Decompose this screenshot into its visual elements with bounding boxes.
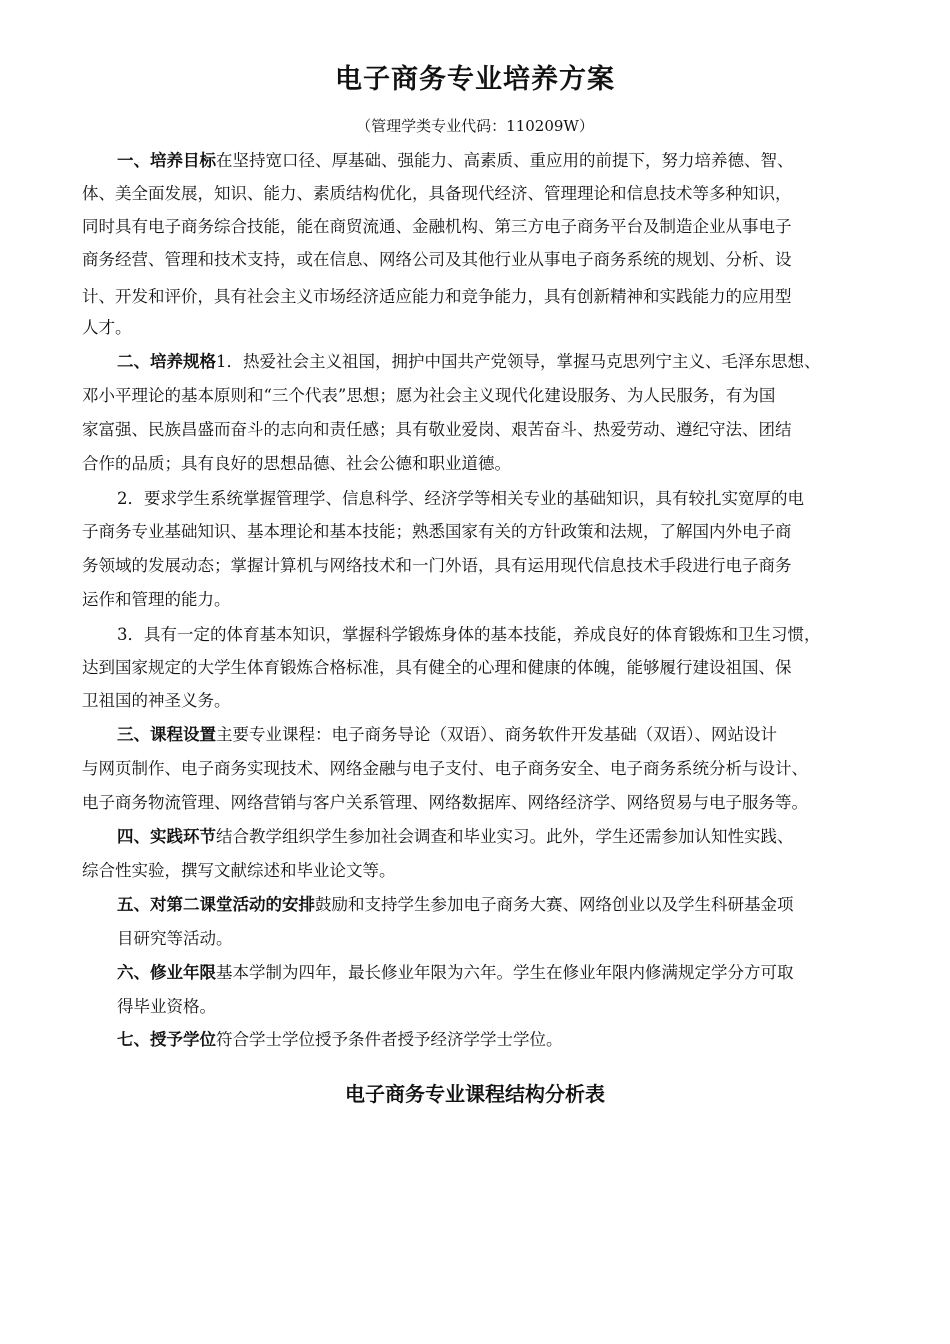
paragraph-line: 2．要求学生系统掌握管理学、信息科学、经济学等相关专业的基础知识，具有较扎实宽厚的电: [117, 489, 804, 508]
paragraph-line: 三、课程设置主要专业课程：电子商务导论（双语）、商务软件开发基础（双语）、网站设计: [117, 725, 777, 744]
table-title: 电子商务专业课程结构分析表: [345, 1082, 605, 1106]
paragraph-line: 人才。: [82, 318, 132, 337]
section-heading: 七、授予学位: [117, 1030, 216, 1049]
paragraph-line: 综合性实验，撰写文献综述和毕业论文等。: [82, 861, 396, 880]
section-heading: 五、对第二课堂活动的安排: [117, 895, 315, 914]
section-heading: 六、修业年限: [117, 963, 216, 982]
paragraph-line: 与网页制作、电子商务实现技术、网络金融与电子支付、电子商务安全、电子商务系统分析与设计、: [82, 759, 808, 778]
document-subtitle: （管理学类专业代码：110209W）: [356, 117, 594, 135]
paragraph-line: 五、对第二课堂活动的安排鼓励和支持学生参加电子商务大赛、网络创业以及学生科研基金项: [117, 895, 794, 914]
paragraph-line: 二、培养规格1．热爱社会主义祖国，拥护中国共产党领导，掌握马克思列宁主义、毛泽东思想、: [117, 352, 821, 371]
paragraph-line: 六、修业年限基本学制为四年，最长修业年限为六年。学生在修业年限内修满规定学分方可取: [117, 963, 794, 982]
paragraph-line: 卫祖国的神圣义务。: [82, 691, 231, 710]
section-heading: 三、课程设置: [117, 725, 216, 744]
paragraph-line: 电子商务物流管理、网络营销与客户关系管理、网络数据库、网络经济学、网络贸易与电子服务等。: [82, 793, 808, 812]
paragraph-line: 得毕业资格。: [117, 997, 216, 1016]
paragraph-line: 邓小平理论的基本原则和“三个代表”思想；愿为社会主义现代化建设服务、为人民服务，有为国: [82, 386, 776, 405]
paragraph-line: 目研究等活动。: [117, 929, 233, 948]
section-heading: 一、培养目标: [117, 151, 216, 170]
paragraph-line: 运作和管理的能力。: [82, 590, 231, 609]
section-heading: 二、培养规格: [117, 352, 216, 371]
paragraph-line: 合作的品质；具有良好的思想品德、社会公德和职业道德。: [82, 454, 511, 473]
paragraph-line: 3．具有一定的体育基本知识，掌握科学锻炼身体的基本技能，养成良好的体育锻炼和卫生习惯，: [117, 625, 821, 644]
document-title: 电子商务专业培养方案: [335, 64, 615, 95]
paragraph-line: 计、开发和评价，具有社会主义市场经济适应能力和竞争能力，具有创新精神和实践能力的应用型: [82, 287, 792, 306]
paragraph-line: 一、培养目标在坚持宽口径、厚基础、强能力、高素质、重应用的前提下，努力培养德、智、: [117, 151, 794, 170]
paragraph-line: 务领域的发展动态；掌握计算机与网络技术和一门外语，具有运用现代信息技术手段进行电子商务: [82, 556, 792, 575]
paragraph-line: 达到国家规定的大学生体育锻炼合格标准，具有健全的心理和健康的体魄，能够履行建设祖国、保: [82, 658, 792, 677]
paragraph-line: 四、实践环节结合教学组织学生参加社会调查和毕业实习。此外，学生还需参加认知性实践、: [117, 827, 794, 846]
paragraph-line: 七、授予学位符合学士学位授予条件者授予经济学学士学位。: [117, 1030, 563, 1049]
paragraph-line: 体、美全面发展，知识、能力、素质结构优化，具备现代经济、管理理论和信息技术等多种知识，: [82, 184, 792, 203]
paragraph-line: 子商务专业基础知识、基本理论和基本技能；熟悉国家有关的方针政策和法规，了解国内外电子商: [82, 522, 792, 541]
paragraph-line: 同时具有电子商务综合技能，能在商贸流通、金融机构、第三方电子商务平台及制造企业从事电子: [82, 217, 792, 236]
paragraph-line: 家富强、民族昌盛而奋斗的志向和责任感；具有敬业爱岗、艰苦奋斗、热爱劳动、遵纪守法、团结: [82, 420, 792, 439]
section-heading: 四、实践环节: [117, 827, 216, 846]
paragraph-line: 商务经营、管理和技术支持，或在信息、网络公司及其他行业从事电子商务系统的规划、分析、设: [82, 250, 792, 269]
